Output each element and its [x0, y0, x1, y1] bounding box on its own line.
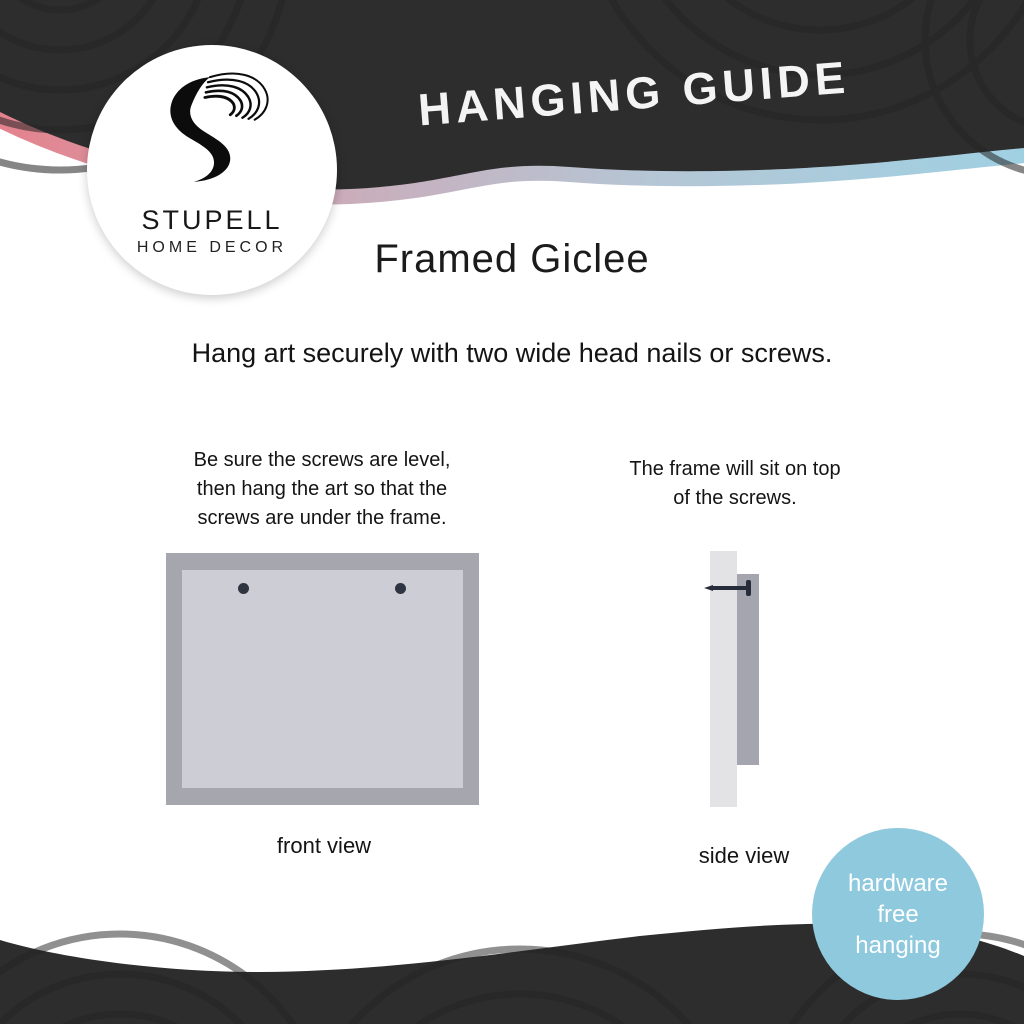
front-view-art-panel	[182, 570, 463, 788]
page-title: HANGING GUIDE	[416, 51, 852, 136]
hardware-free-badge	[812, 828, 984, 1000]
front-note-line: Be sure the screws are level,	[193, 449, 451, 471]
side-note-line: of the screws.	[673, 487, 797, 509]
brand-name: STUPELL	[141, 205, 283, 235]
nail-icon	[712, 586, 749, 590]
nail-head-icon	[746, 580, 751, 596]
side-view-caption: side view	[698, 843, 790, 868]
side-view-note	[585, 455, 885, 513]
stupell-swoosh-icon	[151, 67, 273, 199]
side-view-backing-bar	[737, 574, 759, 765]
side-note-line: The frame will sit on top	[629, 458, 841, 480]
front-note-line: then hang the art so that the	[196, 478, 448, 500]
brand-tagline: HOME DECOR	[136, 239, 288, 256]
front-view-caption: front view	[276, 833, 372, 858]
product-title: Framed Giclee	[374, 237, 650, 281]
front-view-diagram	[166, 553, 479, 805]
front-view-note	[142, 446, 502, 533]
badge-line: hanging	[855, 931, 941, 959]
badge-line: free	[877, 900, 919, 928]
brand-logo	[87, 45, 337, 295]
screw-dot-icon	[238, 583, 249, 594]
main-instruction: Hang art securely with two wide head nails or screws.	[191, 338, 833, 368]
front-note-line: screws are under the frame.	[197, 507, 447, 529]
screw-dot-icon	[395, 583, 406, 594]
nail-tip-icon	[704, 585, 713, 591]
badge-line: hardware	[847, 869, 949, 897]
